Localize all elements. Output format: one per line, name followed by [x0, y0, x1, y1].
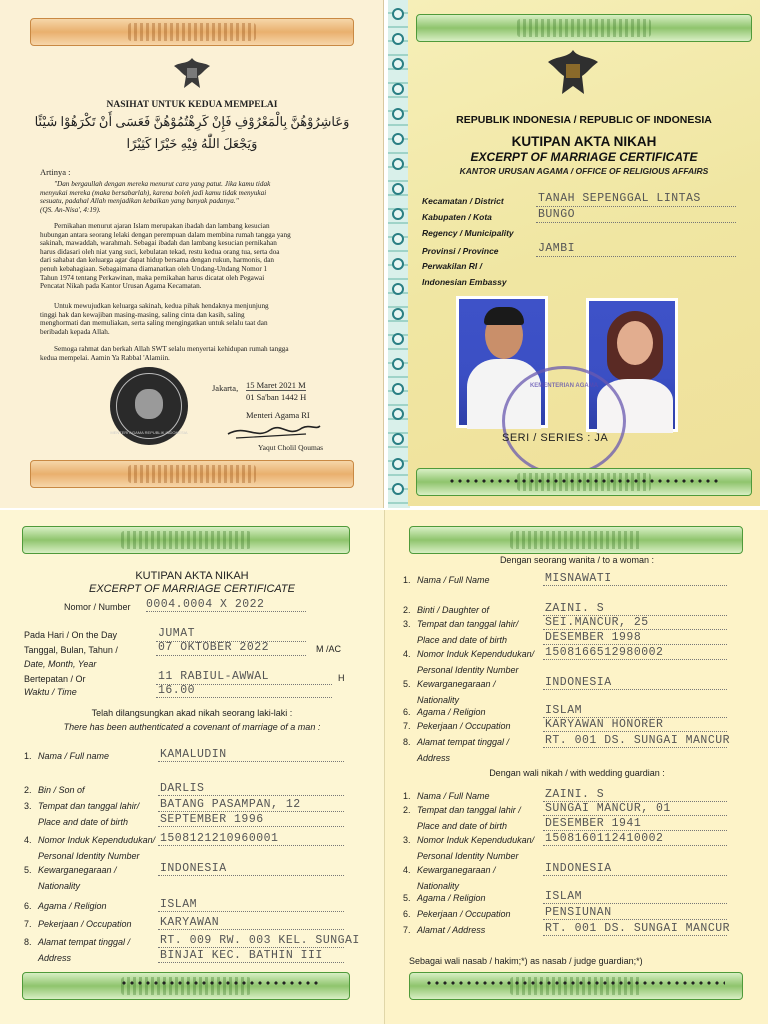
- para1-line: Pencatat Nikah pada Kantor Urusan Agama Kecamatan.: [40, 282, 202, 291]
- guardian-type-note: Sebagai wali nasab / hakim;*) as nasab / judge guardian;*): [409, 956, 643, 966]
- coincide-label: Bertepatan / Or: [24, 674, 86, 684]
- para1-line: dari sahabat dan keluarga agar dapat hidup bersama dengan rukun, harmonis, dan: [40, 256, 274, 265]
- field-label: Agama / Religion: [417, 893, 486, 903]
- spine-ring: [392, 483, 404, 495]
- field-value: PENSIUNAN: [545, 906, 612, 919]
- field-sublabel: Address: [417, 753, 451, 763]
- spine-ring: [392, 408, 404, 420]
- field-label: Nama / Full Name: [417, 791, 490, 801]
- field-line: [158, 929, 344, 930]
- para1-line: Tahun 1974 tentang Perkawinan, maka pernikahan harus dicatat oleh Pegawai: [40, 273, 265, 282]
- ornament-border-bottom: [409, 972, 743, 1000]
- ornament-border-top: [409, 526, 743, 554]
- ornament-border-bottom: [30, 460, 354, 488]
- field-line: [543, 875, 727, 876]
- district-field-label: Provinsi / Province: [422, 246, 499, 256]
- field-sublabel: Personal Identity Number: [38, 851, 140, 861]
- field-label: Tempat dan tanggal lahir/: [417, 619, 519, 629]
- field-line: [543, 935, 727, 936]
- field-value: ZAINI. S: [545, 602, 605, 615]
- ornament-border-top: [416, 14, 752, 42]
- field-value: ISLAM: [545, 890, 583, 903]
- field-line: [543, 659, 727, 660]
- spine-ring: [392, 108, 404, 120]
- spine-ring: [392, 133, 404, 145]
- day-label: Pada Hari / On the Day: [24, 630, 118, 640]
- field-line: [158, 761, 344, 762]
- arabic-verse-line-1: وَعَاشِرُوْهُنَّ بِالْمَعْرُوْفِ فَإِنْ كَرِهْتُمُوْهُنَّ فَعَسَى أَنْ تَكْرَهُوْا شَيْئًا: [34, 114, 350, 129]
- city-label: Jakarta,: [212, 383, 239, 393]
- field-line: [543, 585, 727, 586]
- intro-line-1: Telah dilangsungkan akad nikah seorang laki-laki :: [91, 708, 293, 718]
- district-field-value: JAMBI: [538, 242, 576, 255]
- field-value: RT. 009 RW. 003 KEL. SUNGAI: [160, 934, 360, 947]
- spine-ring: [392, 183, 404, 195]
- field-sublabel: Place and date of birth: [417, 821, 508, 831]
- para3-line: Semoga rahmat dan berkah Allah SWT selalu menyertai kehidupan rumah tangga: [54, 345, 289, 353]
- district-field-value: TANAH SEPENGGAL LINTAS: [538, 192, 701, 205]
- artinya-label: Artinya :: [40, 167, 71, 177]
- stamp-text: KEMENTERIAN AGAMA: [529, 383, 599, 389]
- district-field-value: BUNGO: [538, 208, 576, 221]
- field-label: Agama / Religion: [417, 707, 486, 717]
- para1-line: hubungan antara seorang lelaki dengan perempuan dalam membina rumah tangga yang: [40, 230, 291, 239]
- field-value-cont: SEPTEMBER 1996: [160, 813, 264, 826]
- spine-ring: [392, 433, 404, 445]
- spine-ring: [392, 308, 404, 320]
- advice-page: [0, 0, 384, 508]
- field-number: 2.: [403, 605, 411, 615]
- time-label: Waktu / Time: [24, 687, 77, 697]
- intro-line-2: There has been authenticated a covenant of marriage of a man :: [63, 722, 321, 732]
- arabic-verse-line-2: وَيَجْعَلَ اللّٰهُ فِيْهِ خَيْرًا كَثِيْرًا: [126, 136, 258, 151]
- quote-line: sesuatu, padahal Allah menjadikan kebaikan yang banyak padanya.": [40, 197, 239, 206]
- spine-ring: [392, 58, 404, 70]
- field-number: 8.: [24, 937, 32, 947]
- time-value: 16.00: [158, 684, 196, 697]
- field-number: 6.: [403, 707, 411, 717]
- spine-ring: [392, 33, 404, 45]
- field-value: KARYAWAN HONORER: [545, 718, 664, 731]
- field-line: [158, 911, 344, 912]
- field-value: BATANG PASAMPAN, 12: [160, 798, 301, 811]
- spine-ring: [392, 333, 404, 345]
- para3-line: kedua mempelai. Aamin Ya Rabbal 'Alamiin.: [40, 353, 170, 362]
- minister-signature: [226, 420, 322, 442]
- field-value: KAMALUDIN: [160, 748, 227, 761]
- hijri-suffix: H: [338, 673, 345, 683]
- seal-text: MENTERI AGAMA REPUBLIK INDONESIA: [110, 430, 188, 435]
- field-number: 1.: [403, 575, 411, 585]
- field-value-cont: DESEMBER 1998: [545, 631, 642, 644]
- field-label: Tempat dan tanggal lahir/: [38, 801, 140, 811]
- field-number: 8.: [403, 737, 411, 747]
- field-label: Agama / Religion: [38, 901, 107, 911]
- minister-title: Menteri Agama RI: [246, 410, 310, 420]
- field-value: INDONESIA: [545, 862, 612, 875]
- field-label: Pekerjaan / Occupation: [38, 919, 132, 929]
- field-line: [158, 826, 344, 827]
- field-number: 4.: [403, 649, 411, 659]
- office-heading: KANTOR URUSAN AGAMA / OFFICE OF RELIGIOUS AFFAIRS: [459, 166, 709, 176]
- para1-line: sakinah, mawaddah, warahmah. Sebagai ibadah dan lambang kesucian pernikahan: [40, 239, 277, 248]
- field-sublabel: Place and date of birth: [417, 635, 508, 645]
- district-field-label: Indonesian Embassy: [422, 277, 507, 287]
- field-number: 4.: [403, 865, 411, 875]
- field-line: [543, 644, 727, 645]
- field-sublabel: Nationality: [417, 695, 460, 705]
- field-value: MISNAWATI: [545, 572, 612, 585]
- field-line: [543, 629, 727, 630]
- field-label: Kewarganegaraan /: [417, 679, 496, 689]
- field-number: 5.: [24, 865, 32, 875]
- field-line: [543, 845, 727, 846]
- field-label: Binti / Daughter of: [417, 605, 490, 615]
- field-value: DARLIS: [160, 782, 205, 795]
- field-line: [158, 811, 344, 812]
- field-label: Tempat dan tanggal lahir /: [417, 805, 521, 815]
- binding-spine: [388, 0, 410, 508]
- spine-ring: [392, 458, 404, 470]
- date-label: Tanggal, Bulan, Tahun /: [24, 645, 118, 655]
- field-number: 1.: [403, 791, 411, 801]
- date-value: 07 OKTOBER 2022: [158, 641, 270, 654]
- field-label: Nomor Induk Kependudukan/: [417, 649, 535, 659]
- spine-ring: [392, 233, 404, 245]
- field-value: 1508166512980002: [545, 646, 664, 659]
- field-number: 7.: [403, 721, 411, 731]
- para1-line: Pernikahan menurut ajaran Islam merupakan ibadah dan lambang kesucian: [54, 222, 270, 230]
- para2-line: Untuk mewujudkan keluarga sakinah, kedua pihak hendaknya menjunjung: [54, 302, 269, 310]
- field-line: [543, 731, 727, 732]
- field-value: INDONESIA: [545, 676, 612, 689]
- ornament-border-top: [30, 18, 354, 46]
- day-value: JUMAT: [158, 627, 196, 640]
- minister-name: Yaqut Cholil Qoumas: [258, 443, 324, 452]
- spine-ring: [392, 383, 404, 395]
- field-number: 4.: [24, 835, 32, 845]
- field-line: [543, 689, 727, 690]
- field-number: 1.: [24, 751, 32, 761]
- field-number: 3.: [403, 835, 411, 845]
- ornament-border-bottom: [22, 972, 350, 1000]
- field-value-cont: BINJAI KEC. BATHIN III: [160, 949, 323, 962]
- field-number: 2.: [403, 805, 411, 815]
- office-stamp: [502, 366, 626, 476]
- district-field-label: Kecamatan / District: [422, 196, 504, 206]
- spine-ring: [392, 258, 404, 270]
- field-value-cont: DESEMBER 1941: [545, 817, 642, 830]
- para1-line: harus didasari oleh niat yang suci, kebulatan tekad, restu kedua orang tua, serta doa: [40, 247, 280, 256]
- ornament-border-top: [22, 526, 350, 554]
- field-number: 5.: [403, 893, 411, 903]
- certificate-cover-page: [408, 0, 760, 506]
- date-label-en: Date, Month, Year: [24, 659, 97, 669]
- field-value: 1508160112410002: [545, 832, 664, 845]
- para1-line: penuh kebahagiaan. Sebagaimana diamanatkan oleh Undang-Undang Nomor 1: [40, 265, 268, 273]
- para2-line: tinggi hak dan kewajiban masing-masing, saling cinta dan kasih, saling: [40, 310, 245, 319]
- ministry-seal: [110, 367, 188, 445]
- field-sublabel: Place and date of birth: [38, 817, 129, 827]
- spine-ring: [392, 208, 404, 220]
- groom-data-page: [0, 510, 384, 1024]
- field-line: [158, 962, 344, 963]
- spine-ring: [392, 83, 404, 95]
- spine-ring: [392, 283, 404, 295]
- field-label: Kewarganegaraan /: [417, 865, 496, 875]
- field-sublabel: Personal Identity Number: [417, 665, 519, 675]
- field-number: 3.: [403, 619, 411, 629]
- garuda-emblem-icon: [544, 46, 602, 102]
- field-line: [543, 747, 727, 748]
- quote-line: menyukai mereka (maka bersabarlah), karena boleh jadi kamu tidak menyukai: [40, 188, 267, 197]
- guardian-intro: Dengan wali nikah / with wedding guardian :: [489, 768, 665, 778]
- field-label: Pekerjaan / Occupation: [417, 909, 511, 919]
- perforation: [120, 980, 320, 986]
- field-line: [543, 903, 727, 904]
- bride-data-page: [384, 510, 768, 1024]
- field-value: ZAINI. S: [545, 788, 605, 801]
- republic-heading: REPUBLIK INDONESIA / REPUBLIC OF INDONESIA: [456, 114, 712, 126]
- field-label: Nomor Induk Kependudukan/: [38, 835, 156, 845]
- signing-date-h: 01 Sa'ban 1442 H: [246, 392, 307, 402]
- field-label: Nomor Induk Kependudukan/: [417, 835, 535, 845]
- field-sublabel: Nationality: [417, 881, 460, 891]
- field-sublabel: Address: [38, 953, 72, 963]
- field-label: Alamat tempat tinggal /: [38, 937, 131, 947]
- field-value: RT. 001 DS. SUNGAI MANCUR: [545, 734, 731, 747]
- field-value: SEI.MANCUR, 25: [545, 616, 649, 629]
- hijri-date-value: 11 RABIUL-AWWAL: [158, 670, 270, 683]
- perforation: [425, 980, 725, 986]
- field-value: 1508121210960001: [160, 832, 279, 845]
- field-sublabel: Nationality: [38, 881, 81, 891]
- field-number: 6.: [24, 901, 32, 911]
- field-line: [158, 795, 344, 796]
- district-field-label: Perwakilan RI /: [422, 261, 482, 271]
- field-label: Pekerjaan / Occupation: [417, 721, 511, 731]
- field-value: ISLAM: [160, 898, 198, 911]
- field-value: ISLAM: [545, 704, 583, 717]
- cert-title: KUTIPAN AKTA NIKAH: [511, 134, 657, 149]
- field-value: RT. 001 DS. SUNGAI MANCUR: [545, 922, 731, 935]
- field-number: 7.: [24, 919, 32, 929]
- district-field-line: [536, 256, 736, 257]
- field-value: KARYAWAN: [160, 916, 220, 929]
- district-field-label: Regency / Municipality: [422, 228, 514, 238]
- field-number: 2.: [24, 785, 32, 795]
- spine-ring: [392, 158, 404, 170]
- cert-subtitle: EXCERPT OF MARRIAGE CERTIFICATE: [89, 583, 295, 595]
- field-line: [158, 875, 344, 876]
- district-field-label: Kabupaten / Kota: [422, 212, 492, 222]
- field-sublabel: Personal Identity Number: [417, 851, 519, 861]
- field-label: Kewarganegaraan /: [38, 865, 117, 875]
- field-line: [158, 947, 344, 948]
- field-number: 5.: [403, 679, 411, 689]
- field-number: 3.: [24, 801, 32, 811]
- district-field-line: [536, 206, 736, 207]
- cert-title: KUTIPAN AKTA NIKAH: [135, 570, 249, 582]
- bride-intro: Dengan seorang wanita / to a woman :: [499, 555, 655, 565]
- field-label: Nama / Full name: [38, 751, 110, 761]
- field-line: [543, 830, 727, 831]
- field-label: Bin / Son of: [38, 785, 85, 795]
- number-label: Nomor / Number: [64, 602, 131, 612]
- field-value: SUNGAI MANCUR, 01: [545, 802, 671, 815]
- series-code: SERI / SERIES : JA: [502, 432, 609, 444]
- field-line: [543, 919, 727, 920]
- field-label: Alamat tempat tinggal /: [417, 737, 510, 747]
- field-line: [543, 815, 727, 816]
- number-value: 0004.0004 X 2022: [146, 598, 265, 611]
- field-value: INDONESIA: [160, 862, 227, 875]
- advice-title: NASIHAT UNTUK KEDUA MEMPELAI: [106, 100, 278, 110]
- field-label: Nama / Full Name: [417, 575, 490, 585]
- field-number: 6.: [403, 909, 411, 919]
- quote-line: "Dan bergaullah dengan mereka menurut cara yang patut. Jika kamu tidak: [54, 180, 271, 188]
- spine-ring: [392, 8, 404, 20]
- signing-date-m: 15 Maret 2021 M: [246, 380, 306, 390]
- field-label: Alamat / Address: [417, 925, 486, 935]
- quote-line: (QS. An-Nisa', 4:19).: [40, 205, 101, 214]
- para2-line: menghormati dan memuliakan, serta saling mengingatkan untuk selalu taat dan: [40, 319, 268, 328]
- district-field-line: [536, 222, 736, 223]
- field-number: 7.: [403, 925, 411, 935]
- field-line: [158, 845, 344, 846]
- date-suffix: M /AC: [316, 644, 342, 654]
- spine-ring: [392, 358, 404, 370]
- para2-line: beribadah kepada Allah.: [40, 327, 110, 336]
- garuda-emblem-icon: [170, 54, 214, 94]
- perforation: [448, 478, 718, 484]
- cert-subtitle: EXCERPT OF MARRIAGE CERTIFICATE: [470, 150, 698, 164]
